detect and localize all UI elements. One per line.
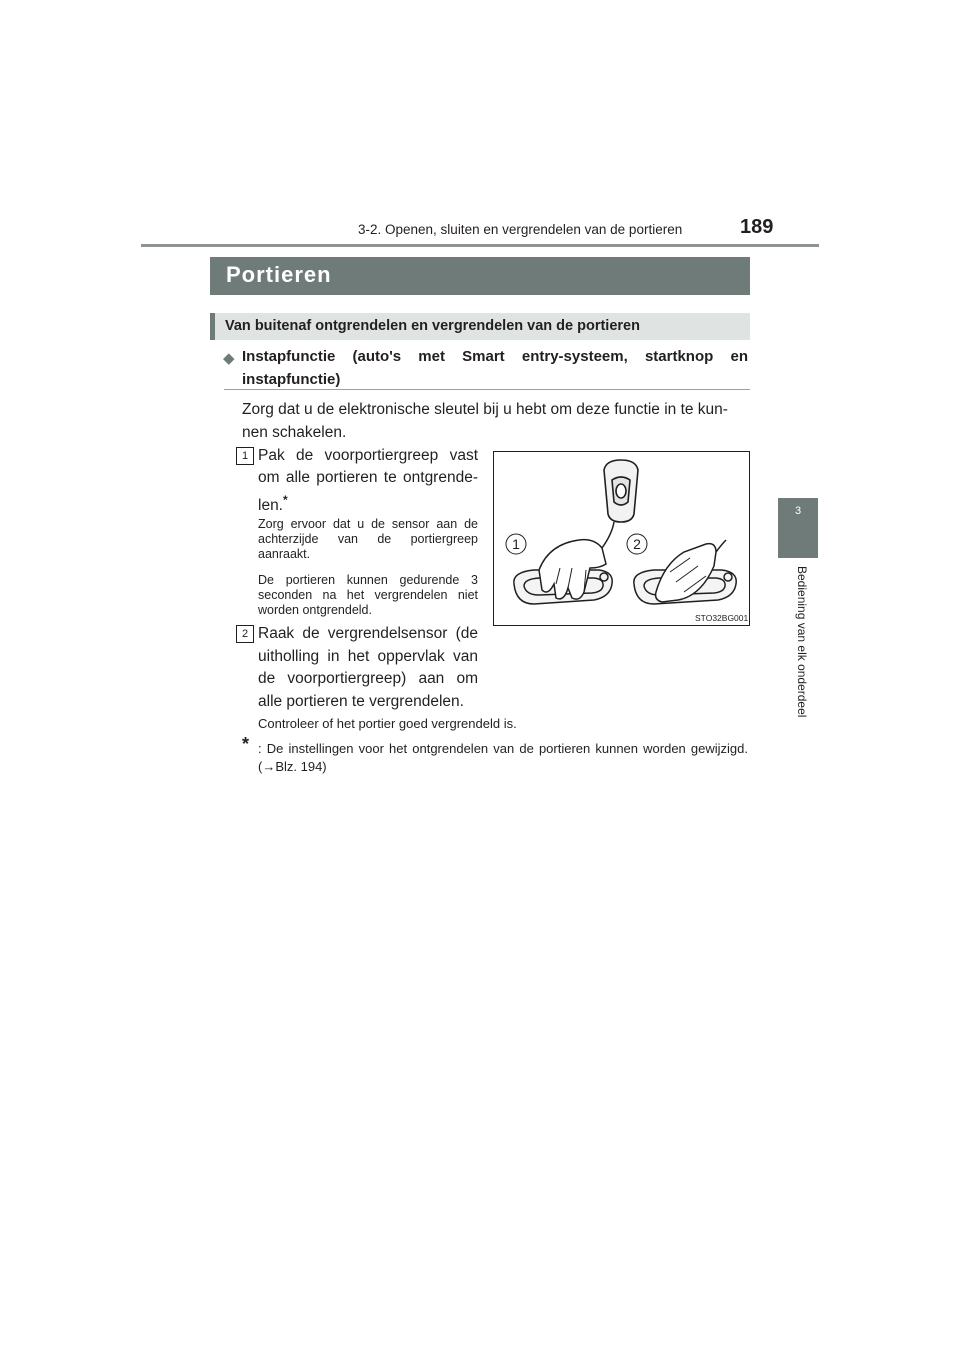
figure-code: STO32BG001	[695, 613, 749, 623]
step-1-note-2: De portieren kunnen gedurende 3 seconden na het vergrendelen niet worden ontgrendeld.	[258, 573, 478, 617]
step-2-badge: 2	[236, 625, 254, 643]
step-1-badge: 1	[236, 447, 254, 465]
page-number: 189	[740, 216, 774, 238]
step-2-text: Raak de vergrendelsensor (de uitholling in het oppervlak van de voorportiergreep) aan om alle portieren te vergrendelen.	[258, 625, 478, 710]
running-header: 3-2. Openen, sluiten en vergrendelen van de portieren	[358, 222, 683, 237]
function-heading-rule	[224, 389, 750, 390]
subheading: Van buitenaf ontgrendelen en vergrendelen van de portieren	[225, 318, 640, 334]
intro-paragraph: Zorg dat u de elektronische sleutel bij u hebt om deze functie in te kun-nen schakelen.	[242, 401, 728, 441]
chapter-title: Bediening van elk onderdeel	[795, 566, 809, 718]
footnote-text: : De instellingen voor het ontgrendelen van de portieren kunnen worden gewijzigd. (→Blz. 194)	[258, 741, 748, 774]
function-heading: Instapfunctie (auto's met Smart entry-systeem, startknop en instapfunctie)	[242, 348, 748, 388]
callout-2-label: 2	[633, 536, 641, 552]
page-title: Portieren	[226, 262, 332, 287]
step-1-note-1: Zorg ervoor dat u de sensor aan de achterzijde van de portiergreep aanraakt.	[258, 517, 478, 561]
callout-1-label: 1	[512, 536, 520, 552]
footnote-marker: *	[242, 734, 250, 754]
step-1-text: Pak de voorportiergreep vast om alle portieren te ontgrende-len.*	[258, 447, 478, 515]
diamond-bullet-icon: ◆	[223, 350, 235, 367]
door-handle-illustration	[494, 452, 749, 625]
check-note: Controleer of het portier goed vergrendeld is.	[258, 716, 517, 731]
footnote-marker: *	[283, 493, 288, 507]
chapter-number: 3	[794, 505, 802, 517]
subheading-accent	[210, 313, 215, 340]
smart-key-icon	[604, 460, 638, 522]
illustration-frame	[493, 451, 750, 626]
header-divider	[141, 244, 819, 247]
